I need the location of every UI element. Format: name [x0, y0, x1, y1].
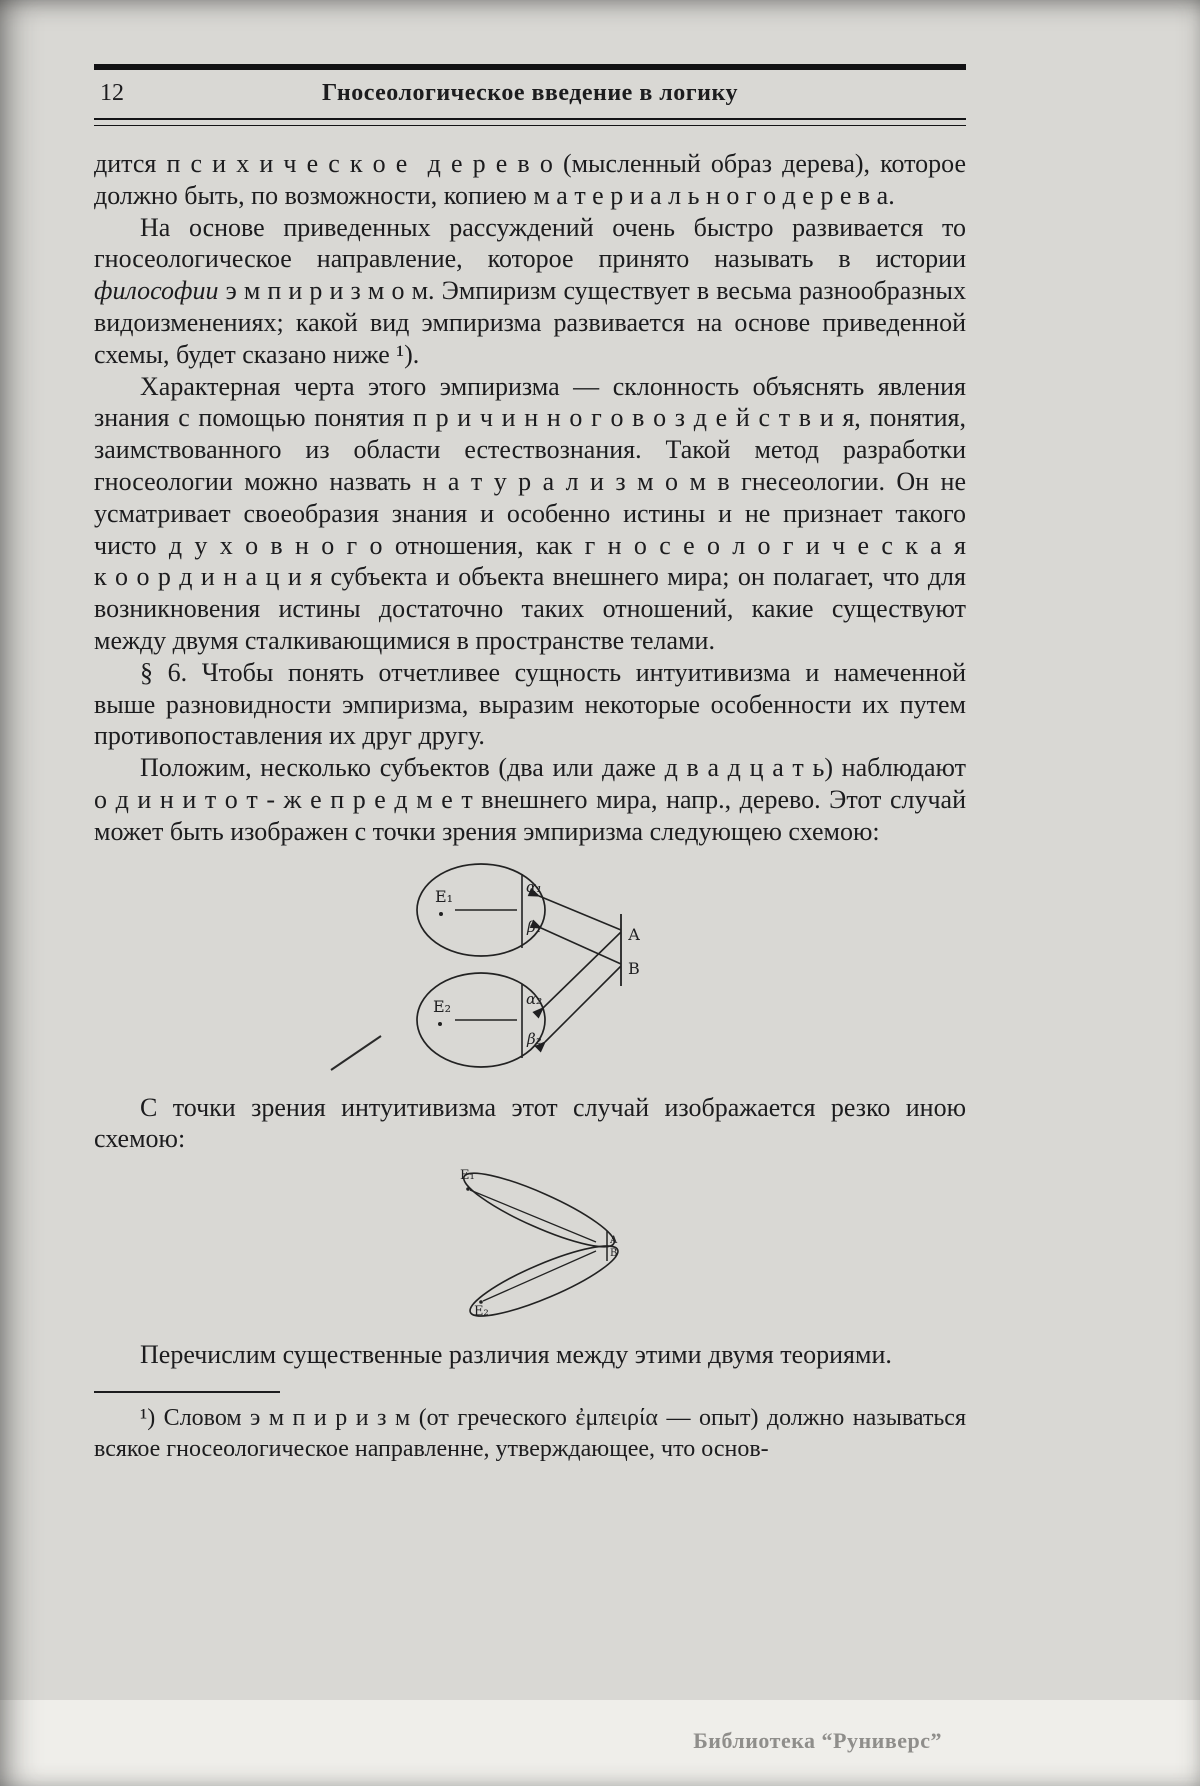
stray-stroke-artifact — [331, 1036, 381, 1070]
subject1-label: E₁ — [435, 886, 454, 906]
subject2-dot — [479, 1300, 483, 1304]
petal2-inner-line — [483, 1251, 596, 1301]
text-segment: На основе приведенных рассуждений очень быстро развивается то гносеологическое направление, которое принято называть в истории — [94, 212, 966, 274]
text-segment: э м п и р и з м о м. Эмпиризм существует в весьма разнообразных видоизменениях; какой вид эмпиризма развивается на основе приведенной схемы, будет сказано ниже ¹). — [94, 276, 966, 369]
subject2-beta-label: β₂ — [527, 1029, 542, 1048]
object-a-label: A — [610, 1235, 618, 1247]
footnote-text: ¹) Словом э м п и р и з м (от греческого ἐμπειρία — опыт) должно называться всякое гносеологическое направленне, утверждающее, что основ- — [94, 1404, 966, 1462]
footnote-rule — [94, 1391, 280, 1393]
arrow-a-to-alpha1 — [539, 896, 621, 930]
paragraph-empiricism-trait: Характерная черта этого эмпиризма — склонность объяснять явления знания с помощью понятия п р и ч и н н о г о в о з д е й с т в и я, понятия, заимствованного из области естествознания. Такой метод разработки гносеологии можно назвать н а т у р а л и з м о м в гнесеологии. Он не усматривает своеобразия знания и особенно истины и не признает такого чисто д у х о в н о г о отношения, как г н о с е о л о г и ч е с к а я к о о р д и н а ц и я субъекта и объекта внешнего мира; он полагает, что для возникновения истины достаточно таких отношений, какие существуют между двумя сталкивающимися в пространстве телами. — [94, 371, 966, 655]
header-rule — [94, 118, 966, 126]
petal1-group — [457, 1163, 621, 1259]
object-a-label: А — [628, 924, 641, 944]
empiricism-diagram — [329, 858, 689, 1084]
top-rule — [94, 64, 966, 70]
arrow-b-to-beta2 — [545, 966, 621, 1042]
subject2-label: E₂ — [474, 1304, 489, 1320]
subject2-alpha-label: α₂ — [526, 989, 543, 1008]
text-segment-italic: философии — [94, 276, 219, 306]
paragraph-empiricism-intro — [94, 212, 966, 371]
subject2-label: E₂ — [433, 996, 452, 1016]
paragraph-section-6: § 6. Чтобы понять отчетливее сущность интуитивизма и намеченной выше разновидности эмпиризма, выразим некоторые особенности их путем противопоставления их друг другу. — [94, 657, 966, 751]
page-header — [94, 80, 966, 112]
petal1-ellipse — [457, 1163, 621, 1259]
subject1-alpha-label: α₁ — [526, 877, 543, 896]
arrow-b-to-beta1 — [541, 928, 621, 964]
object-b-label: B — [610, 1248, 618, 1260]
subject1-dot — [439, 912, 443, 916]
subject1-label: E₁ — [460, 1168, 475, 1184]
paragraph-intuitivism-intro: С точки зрения интуитивизма этот случай изображается резко иною схемою: — [94, 1092, 966, 1154]
page-content — [94, 0, 966, 1465]
arrow-a-to-alpha2 — [543, 932, 621, 1008]
paragraph-subjects-example: Положим, несколько субъектов (два или даже д в а д ц а т ь) наблюдают о д и н и т о т - ж е п р е д м е т внешнего мира, напр., дерево. Этот случай может быть изображен с точки зрения эмпиризма следующею схемою: — [94, 753, 966, 846]
subject1-dot — [466, 1187, 470, 1191]
intuitivism-diagram-block — [444, 1163, 966, 1325]
empiricism-diagram-block — [329, 858, 966, 1086]
page-number: 12 — [100, 80, 124, 106]
subject2-dot — [438, 1022, 442, 1026]
bottom-page-band — [0, 1700, 1200, 1786]
paragraph-psychic-tree: дится п с и х и ч е с к о е д е р е в о (мысленный образ дерева), которое должно быть, по возможности, копиею м а т е р и а л ь н о г о д е р е в а. — [94, 149, 966, 210]
intuitivism-diagram — [444, 1163, 674, 1323]
paragraph-conclusion: Перечислим существенные различия между этими двумя теориями. — [140, 1340, 892, 1370]
running-title: Гносеологическое введение в логику — [322, 80, 738, 106]
petal1-inner-line — [470, 1190, 596, 1242]
body-text — [94, 148, 966, 1465]
object-b-label: В — [628, 958, 640, 978]
subject1-beta-label: β₁ — [527, 917, 542, 936]
library-watermark: Библиотека “Руниверс” — [693, 1728, 942, 1753]
